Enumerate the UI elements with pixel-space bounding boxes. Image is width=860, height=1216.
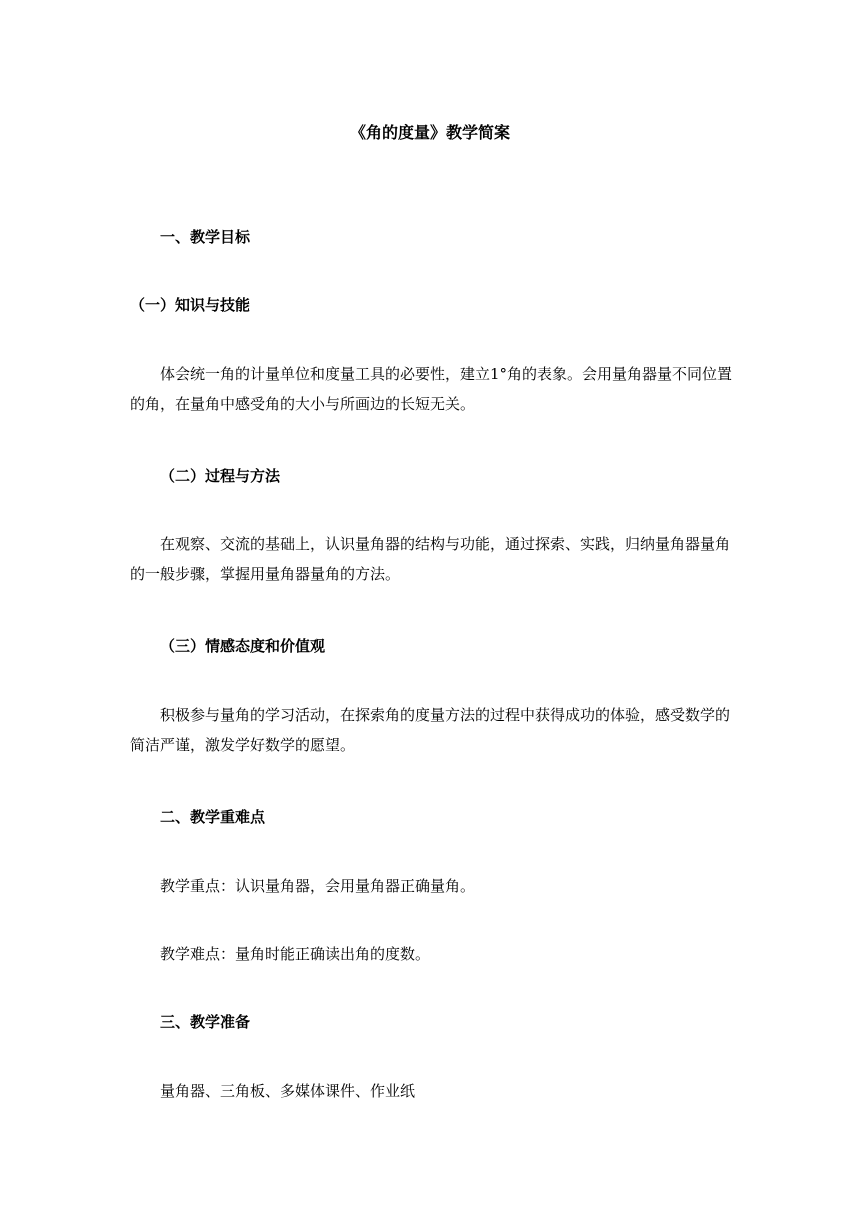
document-title: 《角的度量》教学简案 bbox=[349, 123, 510, 142]
section-heading-objectives: 一、教学目标 bbox=[160, 228, 251, 246]
subsection-heading-attitude: （三）情感态度和价值观 bbox=[160, 637, 326, 655]
subsection-heading-process: （二）过程与方法 bbox=[160, 467, 281, 485]
section-heading-preparation: 三、教学准备 bbox=[160, 1013, 251, 1031]
materials-line: 量角器、三角板、多媒体课件、作业纸 bbox=[160, 1082, 416, 1100]
section-heading-key-difficult: 二、教学重难点 bbox=[160, 808, 266, 826]
paragraph-attitude-values: 积极参与量角的学习活动，在探索角的度量方法的过程中获得成功的体验，感受数学的简洁严谨，激发学好数学的愿望。 bbox=[130, 706, 731, 754]
paragraph-process-methods: 在观察、交流的基础上，认识量角器的结构与功能，通过探索、实践，归纳量角器量角的一般步骤，掌握用量角器量角的方法。 bbox=[130, 535, 731, 583]
subsection-heading-knowledge: （一）知识与技能 bbox=[130, 296, 251, 314]
key-point-line: 教学重点：认识量角器，会用量角器正确量角。 bbox=[160, 877, 476, 895]
paragraph-knowledge-skills: 体会统一角的计量单位和度量工具的必要性，建立1°角的表象。会用量角器量不同位置的角，在量角中感受角的大小与所画边的长短无关。 bbox=[130, 365, 733, 413]
difficult-point-line: 教学难点：量角时能正确读出角的度数。 bbox=[160, 945, 431, 963]
